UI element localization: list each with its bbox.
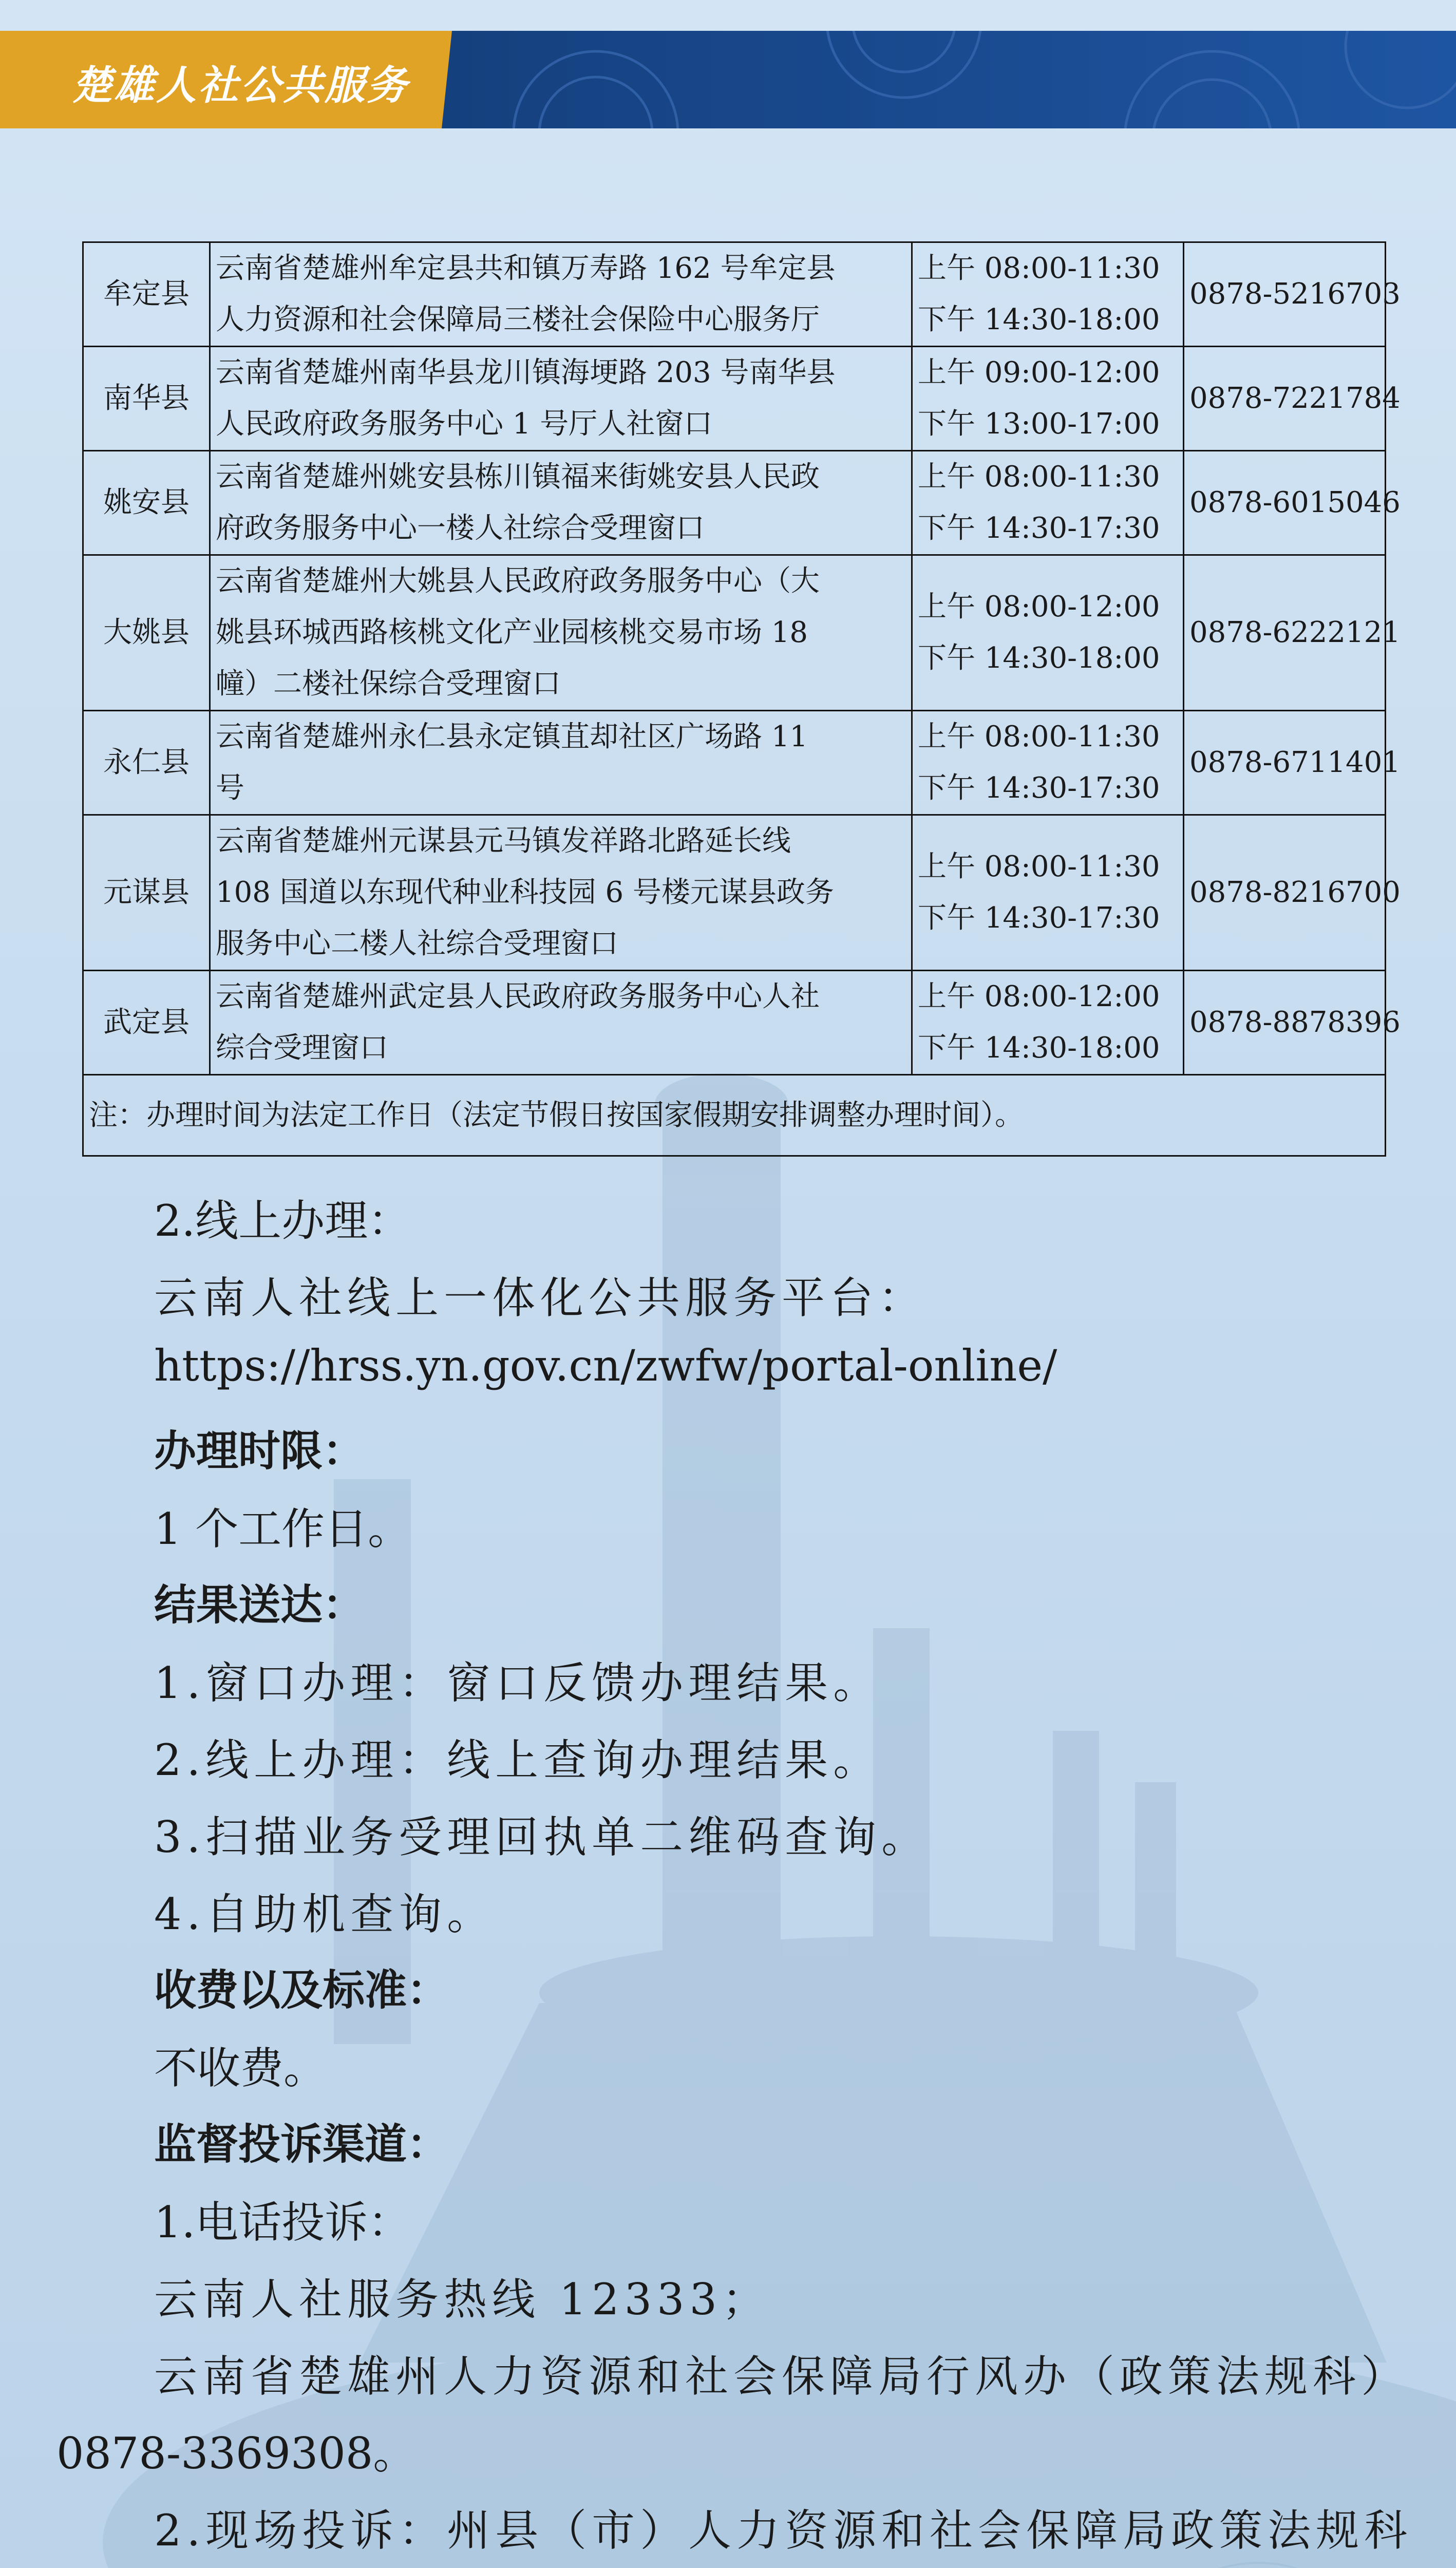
complaint-office-phone: 0878-3369308。	[56, 2428, 417, 2479]
hours-afternoon: 下午 14:30-17:30	[918, 901, 1160, 935]
table-row	[83, 815, 1386, 971]
result-item: 2.线上办理：线上查询办理结果。	[154, 1735, 882, 1785]
address-line: 号	[216, 771, 244, 805]
complaint-hotline: 云南人社服务热线 12333；	[154, 2274, 770, 2325]
hours-cell	[912, 347, 1184, 451]
table-note: 注：办理时间为法定工作日（法定节假日按国家假期安排调整办理时间）。	[83, 1075, 1386, 1156]
address-cell	[210, 971, 912, 1075]
result-item: 1.窗口办理：窗口反馈办理结果。	[154, 1658, 882, 1708]
address-cell	[210, 711, 912, 815]
address-line: 云南省楚雄州大姚县人民政府政务服务中心（大	[216, 564, 820, 598]
hours-cell	[912, 711, 1184, 815]
hours-afternoon: 下午 14:30-17:30	[918, 512, 1160, 545]
address-line: 云南省楚雄州元谋县元马镇发祥路北路延长线	[216, 824, 791, 858]
hours-morning: 上午 09:00-12:00	[918, 356, 1160, 389]
complaint-heading: 监督投诉渠道：	[154, 2120, 449, 2169]
county-cell: 武定县	[83, 971, 210, 1075]
county-cell: 姚安县	[83, 451, 210, 555]
phone-cell: 0878-6222121	[1184, 555, 1386, 711]
address-line: 云南省楚雄州永仁县永定镇苴却社区广场路 11	[216, 720, 808, 753]
phone-cell: 0878-5216703	[1184, 242, 1386, 347]
address-cell	[210, 555, 912, 711]
address-cell	[210, 815, 912, 971]
complaint-office: 云南省楚雄州人力资源和社会保障局行风办（政策法规科）	[154, 2351, 1410, 2402]
address-line: 府政务服务中心一楼人社综合受理窗口	[216, 512, 705, 545]
phone-cell: 0878-7221784	[1184, 347, 1386, 451]
address-line: 人民政府政务服务中心 1 号厅人社窗口	[216, 407, 713, 441]
table-row	[83, 555, 1386, 711]
address-line: 姚县环城西路核桃文化产业园核桃交易市场 18	[216, 616, 808, 649]
hours-morning: 上午 08:00-11:30	[918, 460, 1160, 494]
header-swirl-pattern-icon	[442, 31, 1456, 128]
hours-cell	[912, 242, 1184, 347]
hours-afternoon: 下午 14:30-17:30	[918, 771, 1160, 805]
county-cell: 大姚县	[83, 555, 210, 711]
hours-morning: 上午 08:00-11:30	[918, 720, 1160, 753]
phone-cell: 0878-8216700	[1184, 815, 1386, 971]
online-url[interactable]: https://hrss.yn.gov.cn/zwfw/portal-online/	[154, 1340, 1057, 1391]
table-note-row	[83, 1075, 1386, 1156]
phone-cell: 0878-6015046	[1184, 451, 1386, 555]
online-platform: 云南人社线上一体化公共服务平台：	[154, 1273, 927, 1323]
hours-afternoon: 下午 13:00-17:00	[918, 407, 1160, 441]
table-row	[83, 347, 1386, 451]
hours-cell	[912, 971, 1184, 1075]
time-limit-heading: 办理时限：	[154, 1427, 365, 1476]
address-line: 综合受理窗口	[216, 1031, 388, 1065]
hours-cell	[912, 815, 1184, 971]
table-row	[83, 451, 1386, 555]
address-line: 108 国道以东现代种业科技园 6 号楼元谋县政务	[216, 876, 834, 909]
fee: 不收费。	[154, 2043, 327, 2093]
address-cell	[210, 451, 912, 555]
address-line: 云南省楚雄州牟定县共和镇万寿路 162 号牟定县	[216, 252, 836, 285]
address-cell	[210, 347, 912, 451]
phone-cell: 0878-8878396	[1184, 971, 1386, 1075]
county-cell: 牟定县	[83, 242, 210, 347]
address-cell	[210, 242, 912, 347]
hours-afternoon: 下午 14:30-18:00	[918, 303, 1160, 336]
hours-afternoon: 下午 14:30-18:00	[918, 641, 1160, 675]
address-line: 服务中心二楼人社综合受理窗口	[216, 927, 618, 960]
header-blue-band	[442, 31, 1456, 128]
complaint-phone-title: 1.电话投诉：	[154, 2197, 411, 2248]
hours-morning: 上午 08:00-11:30	[918, 252, 1160, 285]
hours-cell	[912, 555, 1184, 711]
result-heading: 结果送达：	[154, 1581, 365, 1630]
address-line: 云南省楚雄州姚安县栋川镇福来街姚安县人民政	[216, 460, 820, 494]
table-row	[83, 971, 1386, 1075]
county-cell: 南华县	[83, 347, 210, 451]
county-cell: 永仁县	[83, 711, 210, 815]
address-line: 人力资源和社会保障局三楼社会保险中心服务厅	[216, 303, 820, 336]
address-line: 幢）二楼社保综合受理窗口	[216, 667, 561, 701]
table-row	[83, 242, 1386, 347]
hours-afternoon: 下午 14:30-18:00	[918, 1031, 1160, 1065]
header-banner	[0, 31, 1456, 128]
fee-heading: 收费以及标准：	[154, 1966, 449, 2015]
county-cell: 元谋县	[83, 815, 210, 971]
time-limit: 1 个工作日。	[154, 1504, 411, 1554]
address-line: 云南省楚雄州南华县龙川镇海埂路 203 号南华县	[216, 356, 836, 389]
result-item: 4.自助机查询。	[154, 1889, 496, 1939]
hours-morning: 上午 08:00-11:30	[918, 850, 1160, 883]
header-title: 楚雄人社公共服务	[72, 63, 409, 109]
hours-morning: 上午 08:00-12:00	[918, 590, 1160, 624]
hours-cell	[912, 451, 1184, 555]
phone-cell: 0878-6711401	[1184, 711, 1386, 815]
result-item: 3.扫描业务受理回执单二维码查询。	[154, 1812, 930, 1862]
address-line: 云南省楚雄州武定县人民政府政务服务中心人社	[216, 980, 820, 1013]
complaint-onsite: 2.现场投诉：州县（市）人力资源和社会保障局政策法规科	[154, 2505, 1413, 2556]
hours-morning: 上午 08:00-12:00	[918, 980, 1160, 1013]
office-table	[82, 241, 1401, 1157]
table-row	[83, 711, 1386, 815]
online-title: 2.线上办理：	[154, 1196, 411, 1246]
